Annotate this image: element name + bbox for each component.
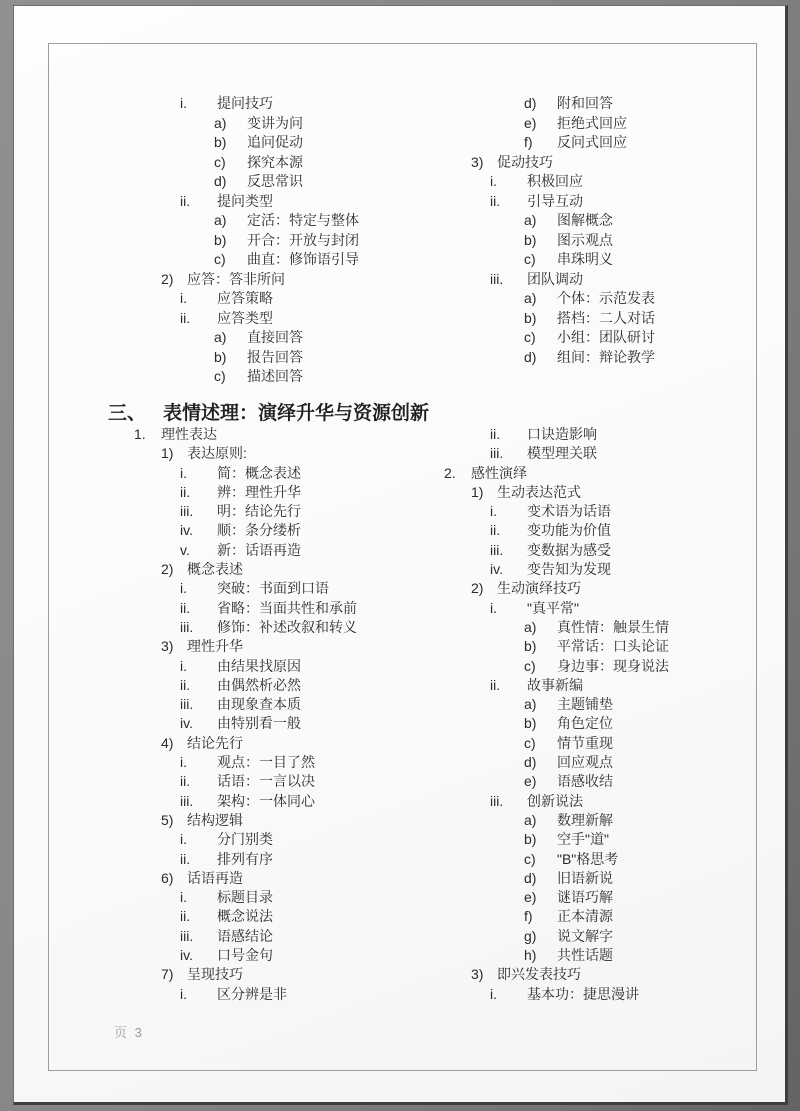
outline-item-text: 开合：开放与封闭 xyxy=(247,231,359,248)
outline-item-text: 话语：一言以决 xyxy=(217,773,315,790)
outline-item-text: 明：结论先行 xyxy=(217,503,301,520)
outline-item-number: i. xyxy=(180,657,187,674)
outline-item-text: 数理新解 xyxy=(557,811,613,828)
outline-item xyxy=(134,192,444,212)
outline-item-number: i. xyxy=(180,889,187,906)
outline-item xyxy=(134,869,444,888)
outline-item-number: ii. xyxy=(490,192,501,209)
outline-item-text: 理性升华 xyxy=(187,638,243,655)
outline-item xyxy=(444,907,769,926)
outline-item xyxy=(444,772,769,791)
outline-item-number: a) xyxy=(524,212,537,228)
outline-item xyxy=(134,985,444,1004)
outline-item-text: 反问式回应 xyxy=(557,134,627,150)
outline-item-number: e) xyxy=(524,773,537,790)
outline-item xyxy=(134,599,444,618)
outline-item-number: iii. xyxy=(180,927,194,944)
outline-item-text: 真性情：触景生情 xyxy=(557,618,669,635)
section-heading-title: 表情述理：演绎升华与资源创新 xyxy=(163,403,430,424)
outline-item-text: 追问促动 xyxy=(247,134,303,150)
outline-item-text: 生动表达范式 xyxy=(497,483,581,500)
outline-item-text: 基本功：捷思漫讲 xyxy=(527,985,639,1002)
outline-item xyxy=(444,695,769,714)
outline-item-number: a) xyxy=(214,329,227,345)
outline-item xyxy=(444,714,769,733)
outline-item xyxy=(134,907,444,926)
outline-item-text: 变告知为发现 xyxy=(527,561,611,578)
outline-item-number: ii. xyxy=(180,908,191,925)
outline-item-text: 呈现技巧 xyxy=(187,966,243,983)
outline-item-number: c) xyxy=(214,368,226,384)
outline-item xyxy=(444,560,769,579)
outline-item-number: d) xyxy=(214,173,227,189)
outline-item xyxy=(444,250,769,270)
outline-item xyxy=(134,560,444,579)
outline-item-number: d) xyxy=(524,348,537,365)
outline-item xyxy=(134,114,444,134)
outline-item xyxy=(134,94,444,114)
outline-item xyxy=(134,231,444,251)
outline-item-text: 结论先行 xyxy=(187,734,243,751)
outline-item xyxy=(134,444,444,463)
outline-item xyxy=(134,309,444,329)
outline-item xyxy=(134,250,444,270)
outline-column-top-right xyxy=(444,94,769,387)
outline-item-number: 2) xyxy=(161,270,174,287)
outline-item-number: b) xyxy=(524,309,537,326)
outline-item-number: f) xyxy=(524,908,533,925)
section-heading xyxy=(108,402,429,426)
outline-item-text: 共性话题 xyxy=(557,947,613,964)
outline-item xyxy=(444,270,769,290)
outline-item xyxy=(444,965,769,984)
outline-item-text: 谜语巧解 xyxy=(557,889,613,906)
outline-item-number: ii. xyxy=(490,522,501,539)
outline-item-text: 组间：辩论教学 xyxy=(557,348,655,365)
outline-item xyxy=(134,211,444,231)
outline-item-number: d) xyxy=(524,95,537,111)
outline-item-text: 变数据为感受 xyxy=(527,541,611,558)
outline-item-text: 积极回应 xyxy=(527,173,583,189)
outline-item xyxy=(134,927,444,946)
outline-item-number: ii. xyxy=(180,483,191,500)
outline-item-number: a) xyxy=(214,212,227,228)
outline-item-number: c) xyxy=(214,153,226,170)
outline-item-number: c) xyxy=(214,251,226,267)
outline-item-text: 反思常识 xyxy=(247,173,303,189)
outline-item xyxy=(134,850,444,869)
outline-item-text: 顺：条分缕析 xyxy=(217,522,301,539)
outline-item-number: iii. xyxy=(180,696,194,713)
outline-item-text: 口号金句 xyxy=(217,947,273,964)
outline-item xyxy=(134,348,444,368)
outline-item-text: 探究本源 xyxy=(247,153,303,170)
outline-item xyxy=(444,483,769,502)
outline-item-number: i. xyxy=(490,985,497,1002)
outline-item-number: ii. xyxy=(180,773,191,790)
outline-item-number: i. xyxy=(490,503,497,520)
outline-item-text: 说文解字 xyxy=(557,927,613,944)
outline-item xyxy=(444,133,769,153)
outline-item-text: 语感收结 xyxy=(557,773,613,790)
outline-item xyxy=(134,792,444,811)
outline-item-number: ii. xyxy=(180,192,191,209)
outline-item-text: 新：话语再造 xyxy=(217,541,301,558)
section-heading-number: 三、 xyxy=(108,403,147,424)
outline-item-text: 即兴发表技巧 xyxy=(497,966,581,983)
outline-item xyxy=(444,792,769,811)
outline-item-text: 直接回答 xyxy=(247,329,303,345)
outline-item xyxy=(444,464,769,483)
outline-item-text: 由偶然析必然 xyxy=(217,676,301,693)
outline-item-text: 变功能为价值 xyxy=(527,522,611,539)
outline-item-number: b) xyxy=(214,348,227,365)
outline-item xyxy=(444,637,769,656)
outline-item-number: 7) xyxy=(161,966,174,983)
outline-item-number: 1. xyxy=(134,426,146,442)
outline-item-number: g) xyxy=(524,927,537,944)
outline-item-number: i. xyxy=(180,580,187,597)
outline-item xyxy=(134,657,444,676)
outline-item xyxy=(134,289,444,309)
outline-item-number: 2. xyxy=(444,464,456,481)
outline-item-number: b) xyxy=(214,134,227,150)
outline-item xyxy=(134,714,444,733)
outline-item-text: 主题铺垫 xyxy=(557,696,613,713)
outline-item-number: v. xyxy=(180,541,190,558)
outline-item xyxy=(444,309,769,329)
outline-item-text: 正本清源 xyxy=(557,908,613,925)
outline-item xyxy=(134,618,444,637)
outline-item-text: 架构：一体同心 xyxy=(217,792,315,809)
outline-item-text: "B"格思考 xyxy=(557,850,619,867)
outline-column-bottom-left xyxy=(134,425,444,1004)
outline-item xyxy=(444,114,769,134)
outline-item xyxy=(444,231,769,251)
outline-item-number: h) xyxy=(524,947,537,964)
outline-column-bottom-right xyxy=(444,425,769,1004)
outline-item-number: i. xyxy=(490,599,497,616)
outline-item xyxy=(134,521,444,540)
outline-item xyxy=(134,888,444,907)
outline-item-text: 生动演绎技巧 xyxy=(497,580,581,597)
outline-item-text: "真平常" xyxy=(527,599,579,616)
outline-item-text: 附和回答 xyxy=(557,95,613,111)
outline-item-number: iii. xyxy=(490,445,504,462)
outline-item-text: 由现象查本质 xyxy=(217,696,301,713)
outline-item-number: b) xyxy=(524,231,537,248)
outline-item-number: a) xyxy=(524,290,537,306)
outline-item xyxy=(134,637,444,656)
outline-item xyxy=(134,367,444,387)
outline-item-number: c) xyxy=(524,251,536,267)
outline-item-text: 提问类型 xyxy=(217,192,273,209)
outline-item xyxy=(444,94,769,114)
outline-item-text: 标题目录 xyxy=(217,889,273,906)
outline-item-number: i. xyxy=(180,831,187,848)
outline-item-number: ii. xyxy=(180,599,191,616)
outline-item-number: b) xyxy=(524,638,537,655)
outline-item xyxy=(134,464,444,483)
outline-item-number: 1) xyxy=(161,445,174,462)
outline-item-text: 应答：答非所问 xyxy=(187,270,285,287)
outline-item-number: ii. xyxy=(180,850,191,867)
outline-item xyxy=(134,734,444,753)
outline-item-number: iv. xyxy=(180,522,193,539)
outline-item-text: 定活：特定与整体 xyxy=(247,212,359,228)
outline-item-number: 3) xyxy=(471,966,484,983)
outline-item-text: 拒绝式回应 xyxy=(557,114,627,131)
outline-item-text: 空手"道" xyxy=(557,831,609,848)
outline-item-number: c) xyxy=(524,657,536,674)
outline-item-text: 表达原则: xyxy=(187,445,247,462)
outline-item-text: 平常话：口头论证 xyxy=(557,638,669,655)
outline-item xyxy=(444,502,769,521)
outline-item-text: 情节重现 xyxy=(557,734,613,751)
outline-item xyxy=(134,965,444,984)
outline-column-top-left xyxy=(134,94,444,387)
outline-item xyxy=(134,172,444,192)
outline-item-number: 6) xyxy=(161,869,174,886)
outline-item xyxy=(444,927,769,946)
outline-item-number: ii. xyxy=(180,676,191,693)
outline-item-text: 概念说法 xyxy=(217,908,273,925)
outline-item-text: 应答类型 xyxy=(217,309,273,326)
outline-item-number: 3) xyxy=(471,153,484,170)
outline-item xyxy=(134,133,444,153)
outline-item-number: i. xyxy=(490,173,497,189)
outline-item-text: 故事新编 xyxy=(527,676,583,693)
outline-item xyxy=(134,502,444,521)
outline-item xyxy=(134,946,444,965)
outline-item xyxy=(444,618,769,637)
outline-item-text: 辨：理性升华 xyxy=(217,483,301,500)
outline-item-number: iii. xyxy=(180,792,194,809)
outline-item-text: 应答策略 xyxy=(217,290,273,306)
outline-item-text: 简：概念表述 xyxy=(217,464,301,481)
outline-item-number: 5) xyxy=(161,811,174,828)
outline-item-text: 话语再造 xyxy=(187,869,243,886)
outline-item-text: 促动技巧 xyxy=(497,153,553,170)
outline-item-text: 创新说法 xyxy=(527,792,583,809)
outline-item-text: 语感结论 xyxy=(217,927,273,944)
outline-item xyxy=(134,153,444,173)
outline-item-text: 口诀造影响 xyxy=(527,426,597,442)
outline-item-text: 个体：示范发表 xyxy=(557,290,655,306)
outline-item-text: 搭档：二人对话 xyxy=(557,309,655,326)
outline-item-number: iii. xyxy=(490,792,504,809)
outline-item xyxy=(444,444,769,463)
outline-item-number: 1) xyxy=(471,483,484,500)
outline-item-text: 省略：当面共性和承前 xyxy=(217,599,357,616)
outline-item xyxy=(444,830,769,849)
outline-item-number: e) xyxy=(524,114,537,131)
outline-item-number: iii. xyxy=(180,618,194,635)
outline-item-text: 变讲为问 xyxy=(247,114,303,131)
outline-item-text: 回应观点 xyxy=(557,754,613,771)
outline-item-text: 修饰：补述改叙和转义 xyxy=(217,618,357,635)
outline-item xyxy=(444,211,769,231)
outline-item xyxy=(134,676,444,695)
outline-item-number: ii. xyxy=(490,676,501,693)
outline-item-number: e) xyxy=(524,889,537,906)
outline-item xyxy=(444,328,769,348)
outline-item-text: 突破：书面到口语 xyxy=(217,580,329,597)
outline-item-number: iv. xyxy=(180,947,193,964)
outline-item-text: 角色定位 xyxy=(557,715,613,732)
outline-item-number: i. xyxy=(180,290,187,306)
outline-item-number: 4) xyxy=(161,734,174,751)
outline-item-number: d) xyxy=(524,869,537,886)
outline-item-text: 由结果找原因 xyxy=(217,657,301,674)
outline-item-number: f) xyxy=(524,134,533,150)
outline-item-text: 分门别类 xyxy=(217,831,273,848)
outline-item-number: iv. xyxy=(180,715,193,732)
outline-item xyxy=(134,830,444,849)
outline-item-number: a) xyxy=(214,114,227,131)
outline-item-text: 图解概念 xyxy=(557,212,613,228)
outline-section-bottom xyxy=(134,425,774,1004)
outline-item-number: a) xyxy=(524,811,537,828)
outline-item-number: 2) xyxy=(471,580,484,597)
outline-item xyxy=(134,772,444,791)
outline-item xyxy=(134,541,444,560)
outline-item-number: b) xyxy=(524,715,537,732)
outline-item xyxy=(444,172,769,192)
outline-item xyxy=(444,153,769,173)
outline-item-number: iii. xyxy=(180,503,194,520)
outline-item xyxy=(444,425,769,444)
outline-item-number: i. xyxy=(180,95,187,111)
outline-item-text: 曲直：修饰语引导 xyxy=(247,251,359,267)
outline-item-text: 排列有序 xyxy=(217,850,273,867)
outline-item-text: 由特别看一般 xyxy=(217,715,301,732)
outline-item-number: c) xyxy=(524,850,536,867)
outline-item-text: 理性表达 xyxy=(161,426,217,442)
outline-item-text: 小组：团队研讨 xyxy=(557,329,655,345)
outline-item-number: iii. xyxy=(490,541,504,558)
outline-item-text: 图示观点 xyxy=(557,231,613,248)
outline-item xyxy=(444,541,769,560)
outline-item-text: 串珠明义 xyxy=(557,251,613,267)
outline-item xyxy=(444,985,769,1004)
outline-item xyxy=(444,579,769,598)
outline-item-text: 概念表述 xyxy=(187,561,243,578)
outline-item-number: b) xyxy=(524,831,537,848)
outline-item-number: 3) xyxy=(161,638,174,655)
outline-item-text: 模型理关联 xyxy=(527,445,597,462)
outline-item-number: ii. xyxy=(490,426,501,442)
outline-item-text: 提问技巧 xyxy=(217,95,273,111)
outline-item xyxy=(134,695,444,714)
outline-item xyxy=(444,192,769,212)
outline-item xyxy=(444,676,769,695)
outline-item xyxy=(444,869,769,888)
outline-item-text: 团队调动 xyxy=(527,270,583,287)
outline-item-number: d) xyxy=(524,754,537,771)
outline-item-text: 结构逻辑 xyxy=(187,811,243,828)
outline-item xyxy=(444,946,769,965)
outline-item-text: 变术语为话语 xyxy=(527,503,611,520)
outline-item xyxy=(444,753,769,772)
outline-item-number: i. xyxy=(180,754,187,771)
outline-item xyxy=(134,270,444,290)
outline-item-text: 旧语新说 xyxy=(557,869,613,886)
outline-item xyxy=(134,579,444,598)
outline-section-top xyxy=(134,94,774,387)
outline-item xyxy=(134,328,444,348)
outline-item-number: i. xyxy=(180,464,187,481)
outline-item-number: a) xyxy=(524,618,537,635)
outline-item xyxy=(444,348,769,368)
outline-item-number: c) xyxy=(524,734,536,751)
outline-item xyxy=(134,753,444,772)
outline-item xyxy=(444,888,769,907)
outline-item-number: iv. xyxy=(490,561,503,578)
outline-item xyxy=(134,425,444,444)
outline-item-number: iii. xyxy=(490,270,504,287)
outline-item-text: 区分辨是非 xyxy=(217,985,287,1002)
outline-item-text: 描述回答 xyxy=(247,368,303,384)
outline-item-text: 引导互动 xyxy=(527,192,583,209)
outline-item xyxy=(444,657,769,676)
outline-item-text: 身边事：现身说法 xyxy=(557,657,669,674)
outline-item xyxy=(444,521,769,540)
outline-item-number: c) xyxy=(524,329,536,345)
outline-item-number: ii. xyxy=(180,309,191,326)
outline-item xyxy=(444,734,769,753)
outline-item xyxy=(444,599,769,618)
outline-item-text: 感性演绎 xyxy=(471,464,527,481)
outline-item xyxy=(444,811,769,830)
outline-item xyxy=(134,483,444,502)
outline-item-number: 2) xyxy=(161,561,174,578)
outline-item xyxy=(134,811,444,830)
page-number: 页 3 xyxy=(114,1025,144,1040)
document-page xyxy=(13,5,788,1105)
outline-item-number: i. xyxy=(180,985,187,1002)
outline-item-number: b) xyxy=(214,231,227,248)
outline-item-text: 观点：一目了然 xyxy=(217,754,315,771)
outline-item xyxy=(444,289,769,309)
outline-item xyxy=(444,850,769,869)
outline-item-number: a) xyxy=(524,696,537,713)
outline-item-text: 报告回答 xyxy=(247,348,303,365)
